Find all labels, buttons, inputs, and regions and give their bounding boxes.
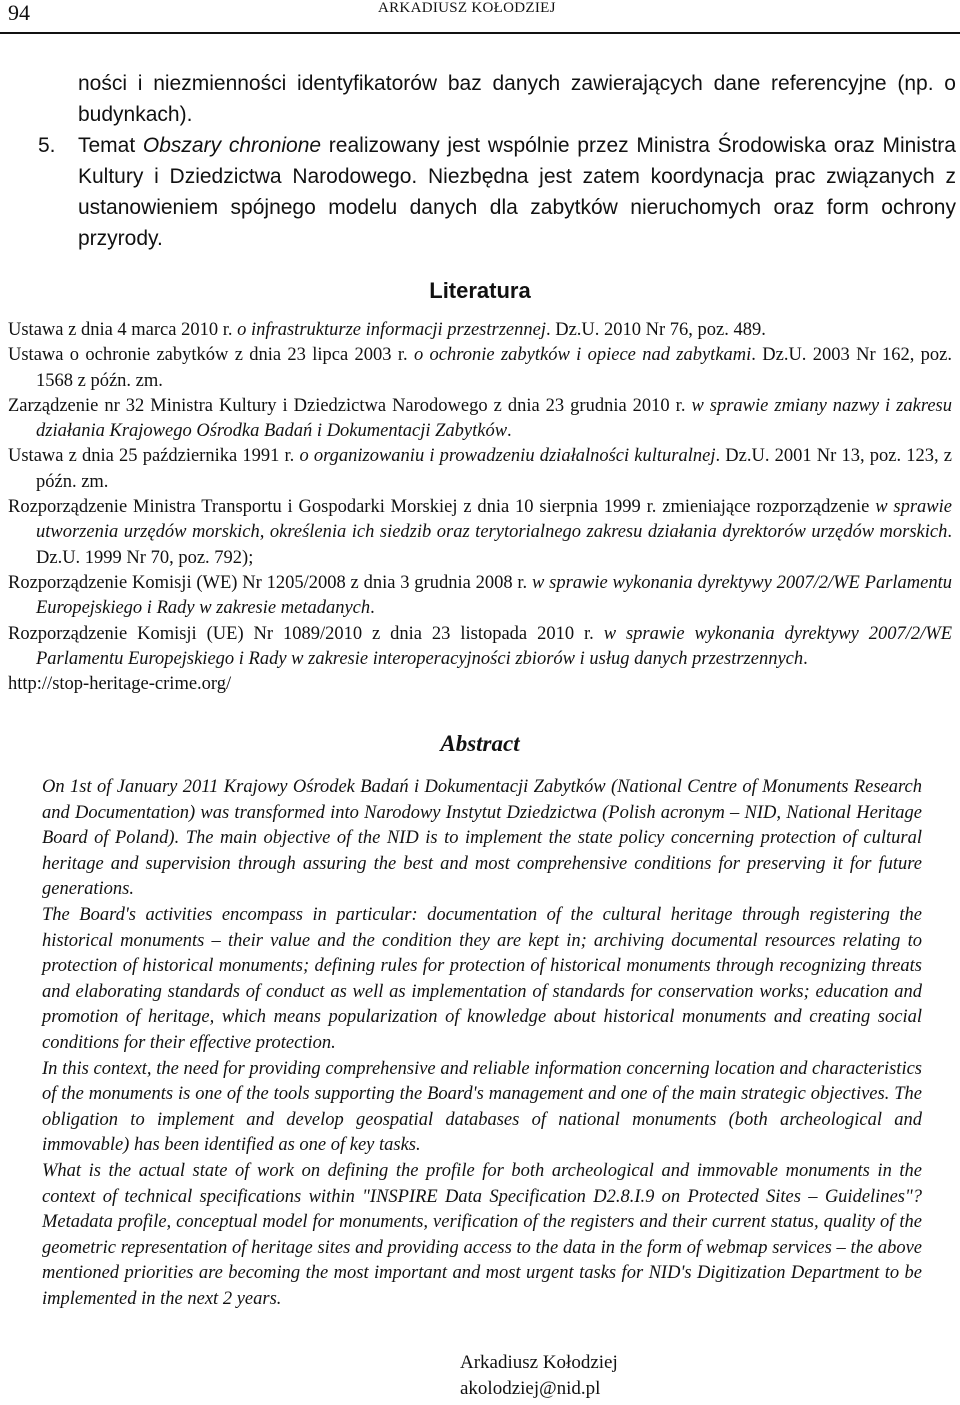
page-number: 94 — [8, 0, 30, 25]
reference-item: Ustawa z dnia 4 marca 2010 r. o infrastrukturze informacji przestrzennej. Dz.U. 2010 Nr 76, poz. 489. — [8, 320, 766, 340]
reference-list — [8, 318, 952, 697]
header-rule — [0, 32, 960, 34]
reference-item: Zarządzenie nr 32 Ministra Kultury i Dziedzictwa Narodowego z dnia 23 grudnia 2010 r. w sprawie zmiany nazwy i zakresu działania Krajowego Ośrodka Badań i Dokumentacji Zabytków. — [8, 395, 952, 442]
literature-heading: Literatura — [429, 278, 531, 303]
reference-item: Rozporządzenie Ministra Transportu i Gospodarki Morskiej z dnia 10 sierpnia 1999 r. zmieniające rozporządzenie w sprawie utworzenia urzędów morskich, określenia ich siedzib oraz terytorialnego zakresu działania dyrektorów urzędów morskich. Dz.U. 1999 Nr 70, poz. 792); — [8, 497, 952, 568]
running-header: ARKADIUSZ KOŁODZIEJ — [378, 0, 556, 16]
author-signature — [460, 1350, 618, 1402]
abstract-paragraph: On 1st of January 2011 Krajowy Ośrodek Badań i Dokumentacji Zabytków (National Centre of Monuments Research and Documentation) was transformed into Narodowy Instytut Dziedzictwa (Polish acronym – NID, National Heritage Board of Poland). The main objective of the NID is to implement the state policy concerning protection of cultural heritage and supervision through assuring the best and most comprehensive conditions for preserving it for future generations. — [42, 777, 922, 900]
item-number: 5. — [38, 134, 56, 157]
reference-url[interactable]: http://stop-heritage-crime.org/ — [8, 674, 232, 695]
abstract-heading: Abstract — [440, 731, 520, 756]
abstract-body — [42, 775, 922, 1312]
reference-item: Rozporządzenie Komisji (UE) Nr 1089/2010 z dnia 23 listopada 2010 r. w sprawie wykonania dyrektywy 2007/2/WE Parlamentu Europejskiego i Rady w zakresie interoperacyjności zbiorów i usług danych przestrzennych. — [8, 623, 952, 669]
item-italic-term: Obszary chronione — [142, 134, 322, 157]
numbered-item-5 — [38, 130, 956, 254]
author-email[interactable]: akolodziej@nid.pl — [460, 1378, 601, 1399]
reference-item: Ustawa z dnia 25 października 1991 r. o organizowaniu i prowadzeniu działalności kulturalnej. Dz.U. 2001 Nr 13, poz. 123, z późn. zm. — [8, 446, 953, 492]
abstract-paragraph: What is the actual state of work on defining the profile for both archeological and immovable monuments in the context of technical specifications within "INSPIRE Data Specification D2.8.I.9 on Protected Sites – Guidelines"? Metadata profile, conceptual model for monuments, verification of the registers and their current status, quality of the geometric representation of heritage sites and providing access to the data in the form of webmap services – the above mentioned priorities are becoming the most important and most urgent tasks for NID's Digitization Department to be implemented in the next 2 years. — [42, 1160, 922, 1309]
reference-item: Rozporządzenie Komisji (WE) Nr 1205/2008 z dnia 3 grudnia 2008 r. w sprawie wykonania dyrektywy 2007/2/WE Parlamentu Europejskiego i Rady w zakresie metadanych. — [8, 572, 952, 619]
author-name: Arkadiusz Kołodziej — [460, 1352, 618, 1373]
abstract-paragraph: The Board's activities encompass in particular: documentation of the cultural heritage through registering the historical monuments – their value and the condition they are kept in; archiving documental resources relating to protection of historical monuments; defining rules for protection of historical monuments through recognizing threats and elaborating standards of conduct as well as implementation of standards for conservation works; education and promotion of heritage, which means popularization of knowledge about historical monuments and creating social conditions for their effective protection. — [42, 904, 922, 1053]
continuation-paragraph: ności i niezmienności identyfikatorów baz danych zawierających dane referencyjne (np. o budynkach). — [78, 72, 956, 126]
abstract-paragraph: In this context, the need for providing comprehensive and reliable information concerning location and characteristics of the monuments is one of the tools supporting the Board's management and one of the main strategic objectives. The obligation to implement and develop geospatial databases of national monuments (both archeological and immovable) has been identified as one of key tasks. — [42, 1058, 922, 1156]
item-body: Temat Obszary chronione realizowany jest wspólnie przez Ministra Środowiska oraz Ministra Kultury i Dziedzictwa Narodowego. Niezbędna jest zatem koordynacja prac związanych z ustanowieniem spójnego modelu danych dla zabytków nieruchomych oraz form ochrony przyrody. — [78, 134, 956, 250]
reference-item: Ustawa o ochronie zabytków z dnia 23 lipca 2003 r. o ochronie zabytków i opiece nad zabytkami. Dz.U. 2003 Nr 162, poz. 1568 z późn. zm. — [8, 345, 952, 391]
